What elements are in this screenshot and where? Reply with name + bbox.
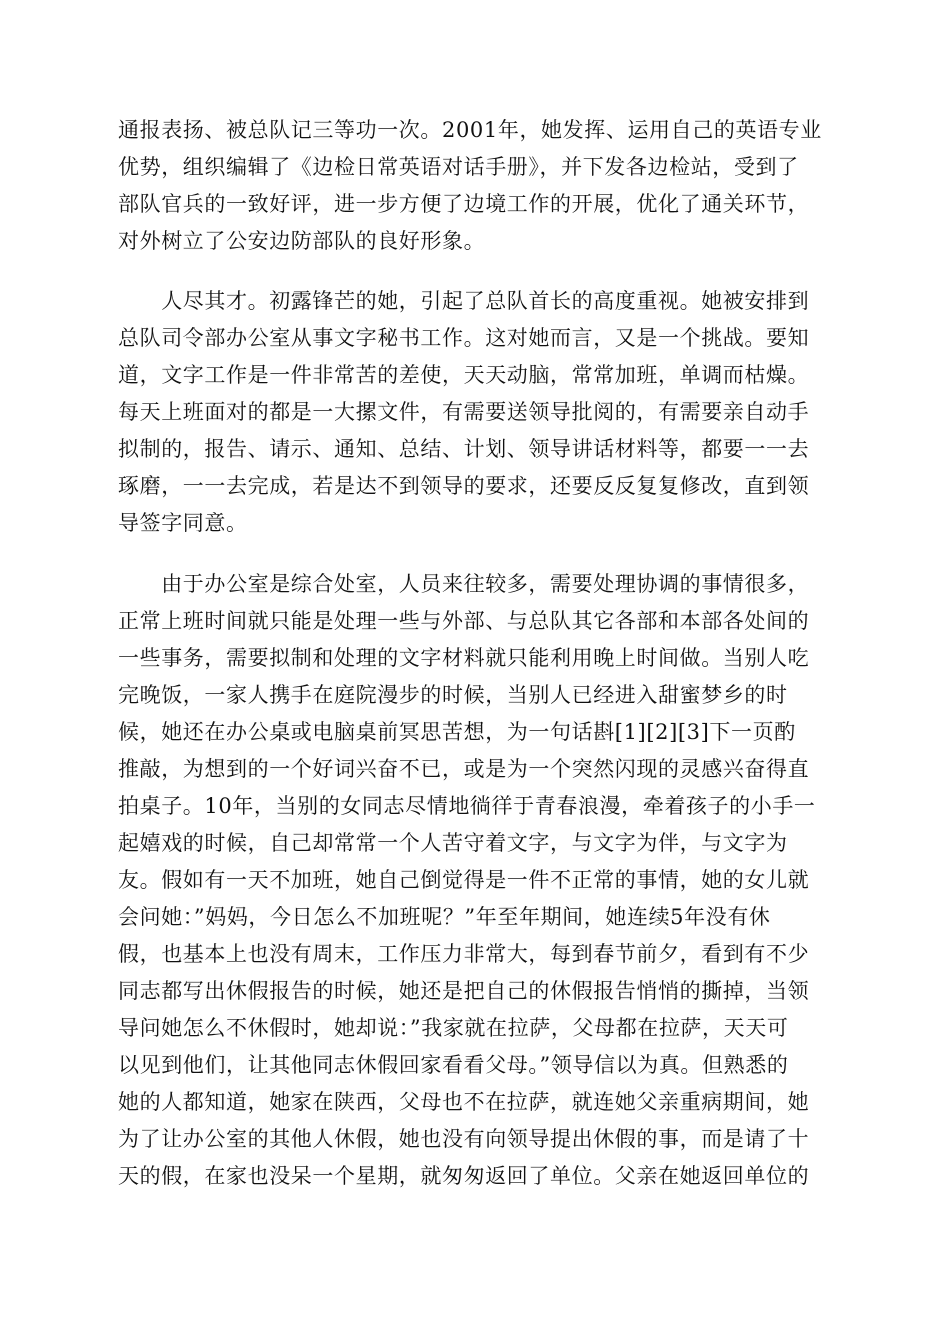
text-line: 导签字同意。 bbox=[118, 511, 248, 535]
text-line: 候，她还在办公桌或电脑桌前冥思苦想，为一句话斟[1][2][3]下一页酌 bbox=[118, 720, 796, 744]
text-line: 人尽其才。初露锋芒的她，引起了总队首长的高度重视。她被安排到 bbox=[118, 289, 810, 313]
paragraph-2 bbox=[118, 283, 833, 542]
text-line: 友。假如有一天不加班，她自己倒觉得是一件不正常的事情，她的女儿就 bbox=[118, 868, 810, 892]
text-line: 每天上班面对的都是一大摞文件，有需要送领导批阅的，有需要亲自动手 bbox=[118, 400, 810, 424]
text-line: 琢磨，一一去完成，若是达不到领导的要求，还要反反复复修改，直到领 bbox=[118, 474, 810, 498]
text-line: 正常上班时间就只能是处理一些与外部、与总队其它各部和本部各处间的 bbox=[118, 609, 810, 633]
text-line: 以见到他们，让其他同志休假回家看看父母。”领导信以为真。但熟悉的 bbox=[118, 1053, 789, 1077]
text-line: 通报表扬、被总队记三等功一次。2001年，她发挥、运用自己的英语专业 bbox=[118, 118, 822, 142]
text-line: 对外树立了公安边防部队的良好形象。 bbox=[118, 229, 486, 253]
text-line: 部队官兵的一致好评，进一步方便了边境工作的开展，优化了通关环节， bbox=[118, 192, 810, 216]
text-line: 同志都写出休假报告的时候，她还是把自己的休假报告悄悄的撕掉，当领 bbox=[118, 979, 810, 1003]
text-line: 导问她怎么不休假时，她却说：”我家就在拉萨，父母都在拉萨，天天可 bbox=[118, 1016, 789, 1040]
text-line: 天的假，在家也没呆一个星期，就匆匆返回了单位。父亲在她返回单位的 bbox=[118, 1164, 810, 1188]
text-line: 为了让办公室的其他人休假，她也没有向领导提出休假的事，而是请了十 bbox=[118, 1127, 810, 1151]
text-line: 拟制的，报告、请示、通知、总结、计划、领导讲话材料等，都要一一去 bbox=[118, 437, 810, 461]
text-line: 拍桌子。10年，当别的女同志尽情地徜徉于青春浪漫，牵着孩子的小手一 bbox=[118, 794, 816, 818]
text-line: 总队司令部办公室从事文字秘书工作。这对她而言，又是一个挑战。要知 bbox=[118, 326, 810, 350]
paragraph-3 bbox=[118, 566, 833, 1195]
text-line: 假，也基本上也没有周末，工作压力非常大，每到春节前夕，看到有不少 bbox=[118, 942, 810, 966]
paragraph-1 bbox=[118, 112, 833, 260]
text-line: 道，文字工作是一件非常苦的差使，天天动脑，常常加班，单调而枯燥。 bbox=[118, 363, 810, 387]
text-line: 起嬉戏的时候，自己却常常一个人苦守着文字，与文字为伴，与文字为 bbox=[118, 831, 788, 855]
text-line: 完晚饭，一家人携手在庭院漫步的时候，当别人已经进入甜蜜梦乡的时 bbox=[118, 683, 788, 707]
text-line: 由于办公室是综合处室，人员来往较多，需要处理协调的事情很多， bbox=[118, 572, 810, 596]
text-line: 优势，组织编辑了《边检日常英语对话手册》，并下发各边检站，受到了 bbox=[118, 155, 799, 179]
text-line: 会问她：”妈妈，今日怎么不加班呢？”年至年期间，她连续5年没有休 bbox=[118, 905, 771, 929]
text-line: 一些事务，需要拟制和处理的文字材料就只能利用晚上时间做。当别人吃 bbox=[118, 646, 810, 670]
text-line: 她的人都知道，她家在陕西，父母也不在拉萨，就连她父亲重病期间，她 bbox=[118, 1090, 810, 1114]
text-line: 推敲，为想到的一个好词兴奋不已，或是为一个突然闪现的灵感兴奋得直 bbox=[118, 757, 810, 781]
